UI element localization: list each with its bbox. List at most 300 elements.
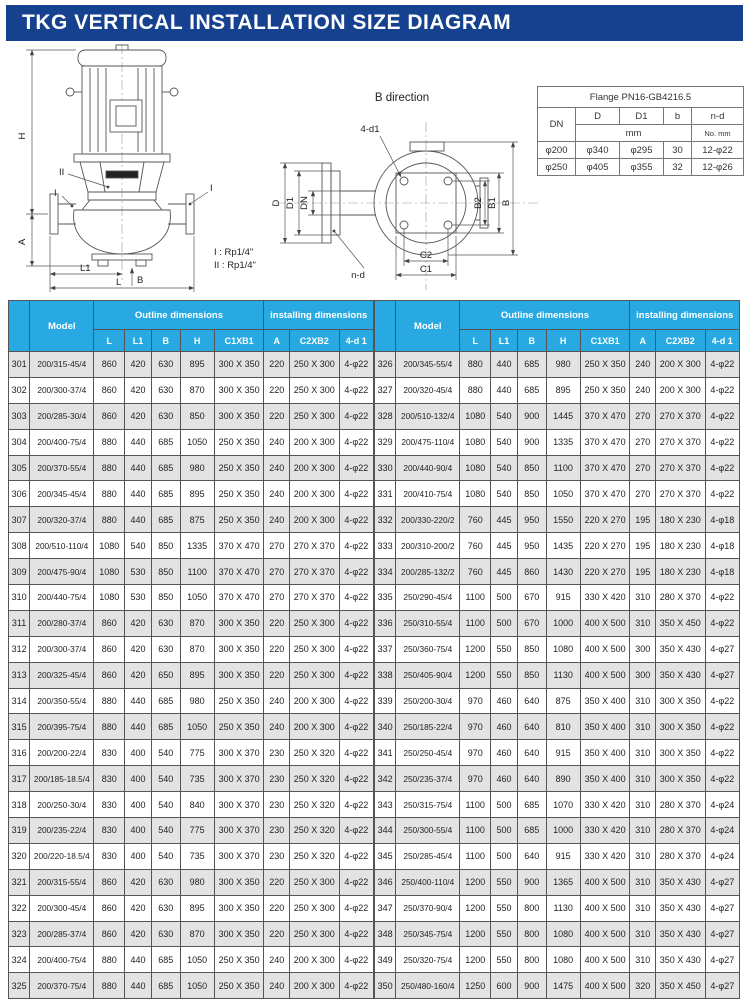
dim-c1xb1: 250 X 350	[214, 714, 264, 740]
table-row	[9, 714, 374, 740]
flange-unit-no-mm: No. mm	[692, 125, 744, 142]
row-number: 344	[375, 818, 396, 844]
dim-l1: 420	[125, 895, 152, 921]
dim-c2xb2: 180 X 230	[656, 559, 706, 585]
dim-c1xb1: 400 X 500	[580, 973, 630, 999]
col-model: Model	[30, 301, 94, 352]
dim-c1xb1: 330 X 420	[580, 818, 630, 844]
model-cell: 200/315-55/4	[30, 869, 94, 895]
dim-label-nd: n-d	[351, 270, 365, 281]
dim-h: 1050	[180, 947, 214, 973]
dim-l1: 500	[491, 610, 518, 636]
model-cell: 200/235-22/4	[30, 818, 94, 844]
dim-c2xb2: 270 X 370	[656, 481, 706, 507]
dim-a: 270	[630, 481, 656, 507]
dim-c2xb2: 280 X 370	[656, 818, 706, 844]
table-row	[9, 818, 374, 844]
flange-col-nd: n-d	[692, 108, 744, 125]
dim-h: 1080	[546, 947, 580, 973]
dim-l1: 460	[491, 688, 518, 714]
dim-h: 1050	[180, 585, 214, 611]
table-row	[375, 921, 740, 947]
dim-c2xb2: 350 X 430	[656, 921, 706, 947]
dim-l: 970	[460, 714, 491, 740]
dim-a: 240	[264, 714, 290, 740]
dim-h: 810	[546, 714, 580, 740]
dim-a: 310	[630, 688, 656, 714]
dim-4d1: 4-φ18	[705, 507, 739, 533]
dim-4d1: 4-φ22	[339, 947, 373, 973]
dim-b: 850	[518, 662, 546, 688]
table-row	[375, 947, 740, 973]
dim-b: 670	[518, 585, 546, 611]
row-number: 335	[375, 585, 396, 611]
dim-4d1: 4-φ22	[339, 377, 373, 403]
dim-a: 300	[630, 636, 656, 662]
model-cell: 200/400-75/4	[30, 947, 94, 973]
row-number: 325	[9, 973, 30, 999]
dim-l1: 550	[491, 947, 518, 973]
dim-c2xb2: 270 X 370	[290, 533, 340, 559]
dim-a: 240	[264, 973, 290, 999]
dim-l1: 500	[491, 843, 518, 869]
dim-a: 310	[630, 869, 656, 895]
dim-c2xb2: 250 X 300	[290, 403, 340, 429]
dim-c2xb2: 250 X 320	[290, 766, 340, 792]
row-number: 315	[9, 714, 30, 740]
dim-c2xb2: 280 X 370	[656, 792, 706, 818]
dim-4d1: 4-φ27	[705, 636, 739, 662]
dim-b: 850	[152, 559, 180, 585]
table-row	[9, 947, 374, 973]
dim-c2xb2: 250 X 300	[290, 895, 340, 921]
view-title: B direction	[374, 92, 430, 104]
dim-4d1: 4-φ22	[705, 688, 739, 714]
row-number: 306	[9, 481, 30, 507]
dim-l1: 460	[491, 740, 518, 766]
dim-b: 685	[152, 714, 180, 740]
row-number: 332	[375, 507, 396, 533]
dim-b: 850	[518, 481, 546, 507]
dim-c2xb2: 180 X 230	[656, 533, 706, 559]
dim-h: 870	[180, 921, 214, 947]
dim-l: 880	[94, 507, 125, 533]
flange-d1-cell: φ295	[620, 142, 664, 159]
table-row	[375, 481, 740, 507]
col-b: B	[518, 330, 546, 352]
dim-c2xb2: 200 X 300	[656, 377, 706, 403]
dim-l: 880	[94, 481, 125, 507]
dim-c2xb2: 250 X 300	[290, 636, 340, 662]
row-number: 312	[9, 636, 30, 662]
dim-h: 735	[180, 766, 214, 792]
dim-l1: 420	[125, 921, 152, 947]
dim-a: 270	[264, 585, 290, 611]
dim-c1xb1: 300 X 370	[214, 792, 264, 818]
dim-h: 980	[546, 352, 580, 378]
flange-spec-table	[537, 86, 744, 176]
table-row	[375, 377, 740, 403]
model-cell: 250/300-55/4	[396, 818, 460, 844]
dim-a: 240	[264, 481, 290, 507]
dim-c2xb2: 300 X 350	[656, 688, 706, 714]
dim-b: 540	[152, 766, 180, 792]
dim-c1xb1: 300 X 350	[214, 636, 264, 662]
dim-c2xb2: 280 X 370	[656, 585, 706, 611]
model-cell: 200/220-18.5/4	[30, 843, 94, 869]
dim-h: 980	[180, 869, 214, 895]
dim-c1xb1: 250 X 350	[214, 455, 264, 481]
dim-4d1: 4-φ22	[339, 636, 373, 662]
table-row	[375, 714, 740, 740]
dim-label-d: D	[271, 199, 282, 207]
dim-a: 220	[264, 662, 290, 688]
dim-l1: 540	[491, 429, 518, 455]
dim-label-4d1: 4-d1	[360, 124, 380, 135]
dim-4d1: 4-φ27	[705, 895, 739, 921]
dim-c1xb1: 400 X 500	[580, 662, 630, 688]
model-cell: 200/280-37/4	[30, 610, 94, 636]
page-header	[6, 5, 743, 41]
dim-h: 915	[546, 585, 580, 611]
model-cell: 200/475-110/4	[396, 429, 460, 455]
table-row	[9, 352, 374, 378]
dim-a: 195	[630, 559, 656, 585]
dim-l: 1100	[460, 585, 491, 611]
dim-h: 1435	[546, 533, 580, 559]
dim-a: 310	[630, 921, 656, 947]
dim-l1: 440	[125, 973, 152, 999]
dim-b: 630	[152, 636, 180, 662]
dim-label-b2: B2	[473, 197, 484, 209]
dim-l1: 460	[491, 714, 518, 740]
dim-l1: 550	[491, 662, 518, 688]
row-number: 339	[375, 688, 396, 714]
dim-h: 875	[546, 688, 580, 714]
dim-l1: 540	[491, 403, 518, 429]
dim-l: 830	[94, 740, 125, 766]
row-number: 333	[375, 533, 396, 559]
dim-h: 895	[180, 352, 214, 378]
dim-h: 875	[180, 507, 214, 533]
col-l: L	[94, 330, 125, 352]
row-number: 302	[9, 377, 30, 403]
dim-l1: 440	[125, 947, 152, 973]
dim-l: 860	[94, 895, 125, 921]
model-cell: 200/200-22/4	[30, 740, 94, 766]
model-cell: 200/345-45/4	[30, 481, 94, 507]
dim-b: 685	[518, 792, 546, 818]
table-row	[375, 559, 740, 585]
dim-c2xb2: 250 X 300	[290, 869, 340, 895]
row-number: 301	[9, 352, 30, 378]
port-thread-notes	[214, 246, 256, 272]
row-number: 345	[375, 843, 396, 869]
col-4d1: 4-d 1	[339, 330, 373, 352]
model-cell: 250/315-75/4	[396, 792, 460, 818]
row-number: 337	[375, 636, 396, 662]
port-note-2: II : Rp1/4"	[214, 260, 256, 271]
dim-b: 630	[152, 895, 180, 921]
dim-4d1: 4-φ22	[339, 507, 373, 533]
dim-l: 760	[460, 507, 491, 533]
dim-b: 685	[152, 429, 180, 455]
table-row	[375, 843, 740, 869]
row-number: 308	[9, 533, 30, 559]
dim-h: 1365	[546, 869, 580, 895]
dim-a: 220	[264, 377, 290, 403]
dim-a: 195	[630, 507, 656, 533]
dim-4d1: 4-φ22	[339, 973, 373, 999]
row-number: 338	[375, 662, 396, 688]
dim-l1: 530	[125, 585, 152, 611]
group-installing-dimensions: installing dimensions	[264, 301, 374, 330]
row-number: 319	[9, 818, 30, 844]
dim-l1: 400	[125, 792, 152, 818]
dim-c2xb2: 250 X 300	[290, 921, 340, 947]
dim-label-dn: DN	[299, 196, 310, 210]
dim-l1: 540	[491, 481, 518, 507]
dim-l: 880	[94, 947, 125, 973]
dim-c2xb2: 270 X 370	[656, 455, 706, 481]
table-row	[375, 610, 740, 636]
dim-h: 1335	[180, 533, 214, 559]
dim-label-d1: D1	[285, 196, 296, 210]
row-number: 310	[9, 585, 30, 611]
row-number: 343	[375, 792, 396, 818]
col-h: H	[180, 330, 214, 352]
dim-l1: 500	[491, 792, 518, 818]
dim-a: 220	[264, 403, 290, 429]
row-number: 348	[375, 921, 396, 947]
dim-4d1: 4-φ22	[705, 585, 739, 611]
dim-c2xb2: 350 X 430	[656, 947, 706, 973]
model-cell: 200/370-55/4	[30, 455, 94, 481]
table-row	[9, 507, 374, 533]
dim-b: 685	[152, 481, 180, 507]
dim-label-l: L	[116, 277, 122, 288]
model-cell: 200/350-55/4	[30, 688, 94, 714]
row-number: 322	[9, 895, 30, 921]
dim-l1: 550	[491, 636, 518, 662]
dim-a: 270	[630, 429, 656, 455]
dim-a: 240	[264, 688, 290, 714]
table-row	[375, 818, 740, 844]
row-number: 326	[375, 352, 396, 378]
dim-4d1: 4-φ22	[339, 792, 373, 818]
dim-l: 860	[94, 869, 125, 895]
table-row	[375, 636, 740, 662]
dim-h: 915	[546, 843, 580, 869]
group-installing-dimensions: installing dimensions	[630, 301, 740, 330]
dim-l: 1200	[460, 636, 491, 662]
dim-l: 970	[460, 688, 491, 714]
col-l1: L1	[491, 330, 518, 352]
dim-l1: 420	[125, 869, 152, 895]
dim-c2xb2: 270 X 370	[290, 559, 340, 585]
dim-4d1: 4-φ22	[339, 921, 373, 947]
dim-c1xb1: 250 X 350	[580, 377, 630, 403]
table-row	[9, 585, 374, 611]
model-cell: 250/285-45/4	[396, 843, 460, 869]
dim-4d1: 4-φ22	[705, 352, 739, 378]
dim-c2xb2: 300 X 350	[656, 766, 706, 792]
dim-4d1: 4-φ22	[705, 455, 739, 481]
dim-l: 1080	[94, 585, 125, 611]
dim-c2xb2: 270 X 370	[656, 403, 706, 429]
table-row	[375, 533, 740, 559]
dim-4d1: 4-φ24	[705, 792, 739, 818]
dim-l1: 445	[491, 559, 518, 585]
model-cell: 250/400-110/4	[396, 869, 460, 895]
col-h: H	[546, 330, 580, 352]
dim-4d1: 4-φ27	[705, 662, 739, 688]
dim-l: 880	[94, 455, 125, 481]
dim-l: 1080	[94, 559, 125, 585]
dim-4d1: 4-φ27	[705, 921, 739, 947]
model-cell: 200/300-37/4	[30, 377, 94, 403]
dim-c2xb2: 250 X 320	[290, 818, 340, 844]
row-number: 307	[9, 507, 30, 533]
model-cell: 200/315-45/4	[30, 352, 94, 378]
dim-l: 1080	[460, 481, 491, 507]
flange-unit-mm: mm	[576, 125, 692, 142]
dim-h: 1130	[546, 662, 580, 688]
row-number: 329	[375, 429, 396, 455]
model-cell: 250/310-55/4	[396, 610, 460, 636]
dim-b: 850	[152, 585, 180, 611]
flange-col-d1: D1	[620, 108, 664, 125]
dim-l1: 420	[125, 636, 152, 662]
dim-c1xb1: 350 X 400	[580, 688, 630, 714]
dim-c2xb2: 350 X 450	[656, 610, 706, 636]
dim-b: 900	[518, 869, 546, 895]
dim-c1xb1: 300 X 350	[214, 403, 264, 429]
dim-c1xb1: 370 X 470	[214, 533, 264, 559]
dim-4d1: 4-φ27	[705, 973, 739, 999]
dim-c1xb1: 250 X 350	[214, 947, 264, 973]
dim-4d1: 4-φ27	[705, 869, 739, 895]
dim-c1xb1: 300 X 350	[214, 377, 264, 403]
spec-table-left	[8, 300, 374, 999]
dim-c1xb1: 400 X 500	[580, 610, 630, 636]
dim-c1xb1: 220 X 270	[580, 533, 630, 559]
table-row	[375, 792, 740, 818]
dim-a: 310	[630, 843, 656, 869]
row-number: 349	[375, 947, 396, 973]
dim-c1xb1: 250 X 350	[214, 973, 264, 999]
dim-h: 1100	[180, 559, 214, 585]
dim-c1xb1: 370 X 470	[580, 429, 630, 455]
flange-nd-cell: 12-φ26	[692, 159, 744, 176]
dim-c1xb1: 300 X 350	[214, 662, 264, 688]
table-row	[9, 559, 374, 585]
model-cell: 250/250-45/4	[396, 740, 460, 766]
dim-l: 1080	[460, 403, 491, 429]
dim-b: 685	[152, 507, 180, 533]
dim-l: 830	[94, 843, 125, 869]
model-cell: 250/370-90/4	[396, 895, 460, 921]
flange-d1-cell: φ355	[620, 159, 664, 176]
col-4d1: 4-d 1	[705, 330, 739, 352]
dim-4d1: 4-φ22	[705, 740, 739, 766]
dim-label-h: H	[17, 132, 28, 140]
dim-l: 880	[94, 688, 125, 714]
dim-c2xb2: 180 X 230	[656, 507, 706, 533]
dim-c1xb1: 250 X 350	[214, 507, 264, 533]
dim-l: 830	[94, 818, 125, 844]
dim-b: 950	[518, 533, 546, 559]
dim-4d1: 4-φ22	[705, 610, 739, 636]
flange-dn-cell: φ200	[538, 142, 576, 159]
dim-b: 685	[518, 818, 546, 844]
row-number: 303	[9, 403, 30, 429]
dim-b: 860	[518, 559, 546, 585]
table-row	[375, 869, 740, 895]
dim-c2xb2: 350 X 430	[656, 869, 706, 895]
model-cell: 200/325-45/4	[30, 662, 94, 688]
dim-a: 310	[630, 792, 656, 818]
row-number: 314	[9, 688, 30, 714]
dim-4d1: 4-φ22	[339, 352, 373, 378]
dim-l: 1250	[460, 973, 491, 999]
dim-l1: 420	[125, 610, 152, 636]
table-row	[538, 159, 744, 176]
dim-h: 775	[180, 740, 214, 766]
dim-c1xb1: 300 X 350	[214, 352, 264, 378]
model-cell: 200/300-45/4	[30, 895, 94, 921]
dim-a: 270	[630, 455, 656, 481]
dim-l1: 550	[491, 895, 518, 921]
dim-c1xb1: 350 X 400	[580, 766, 630, 792]
dim-c1xb1: 400 X 500	[580, 636, 630, 662]
row-number: 340	[375, 714, 396, 740]
row-number: 323	[9, 921, 30, 947]
dim-l1: 420	[125, 662, 152, 688]
dim-4d1: 4-φ22	[339, 895, 373, 921]
dim-4d1: 4-φ22	[339, 766, 373, 792]
col-b: B	[152, 330, 180, 352]
dim-c1xb1: 330 X 420	[580, 585, 630, 611]
dim-c1xb1: 350 X 400	[580, 714, 630, 740]
dim-c2xb2: 250 X 300	[290, 610, 340, 636]
dim-l1: 540	[491, 455, 518, 481]
dim-l: 1080	[460, 429, 491, 455]
dim-label-c1: C1	[419, 264, 433, 275]
dim-l: 880	[460, 377, 491, 403]
dim-h: 870	[180, 636, 214, 662]
dim-a: 310	[630, 610, 656, 636]
dim-a: 310	[630, 818, 656, 844]
dim-l: 830	[94, 792, 125, 818]
dim-l1: 500	[491, 585, 518, 611]
flange-b-cell: 30	[664, 142, 692, 159]
dim-4d1: 4-φ22	[339, 688, 373, 714]
dim-a: 230	[264, 766, 290, 792]
dim-h: 980	[180, 688, 214, 714]
row-number: 330	[375, 455, 396, 481]
dim-a: 270	[264, 533, 290, 559]
row-number: 317	[9, 766, 30, 792]
flange-d-cell: φ340	[576, 142, 620, 159]
dim-l: 860	[94, 403, 125, 429]
row-number: 305	[9, 455, 30, 481]
port-note-1: I : Rp1/4"	[214, 247, 254, 258]
model-cell: 250/200-30/4	[396, 688, 460, 714]
col-c2xb2: C2XB2	[290, 330, 340, 352]
dim-h: 870	[180, 377, 214, 403]
dim-a: 230	[264, 843, 290, 869]
